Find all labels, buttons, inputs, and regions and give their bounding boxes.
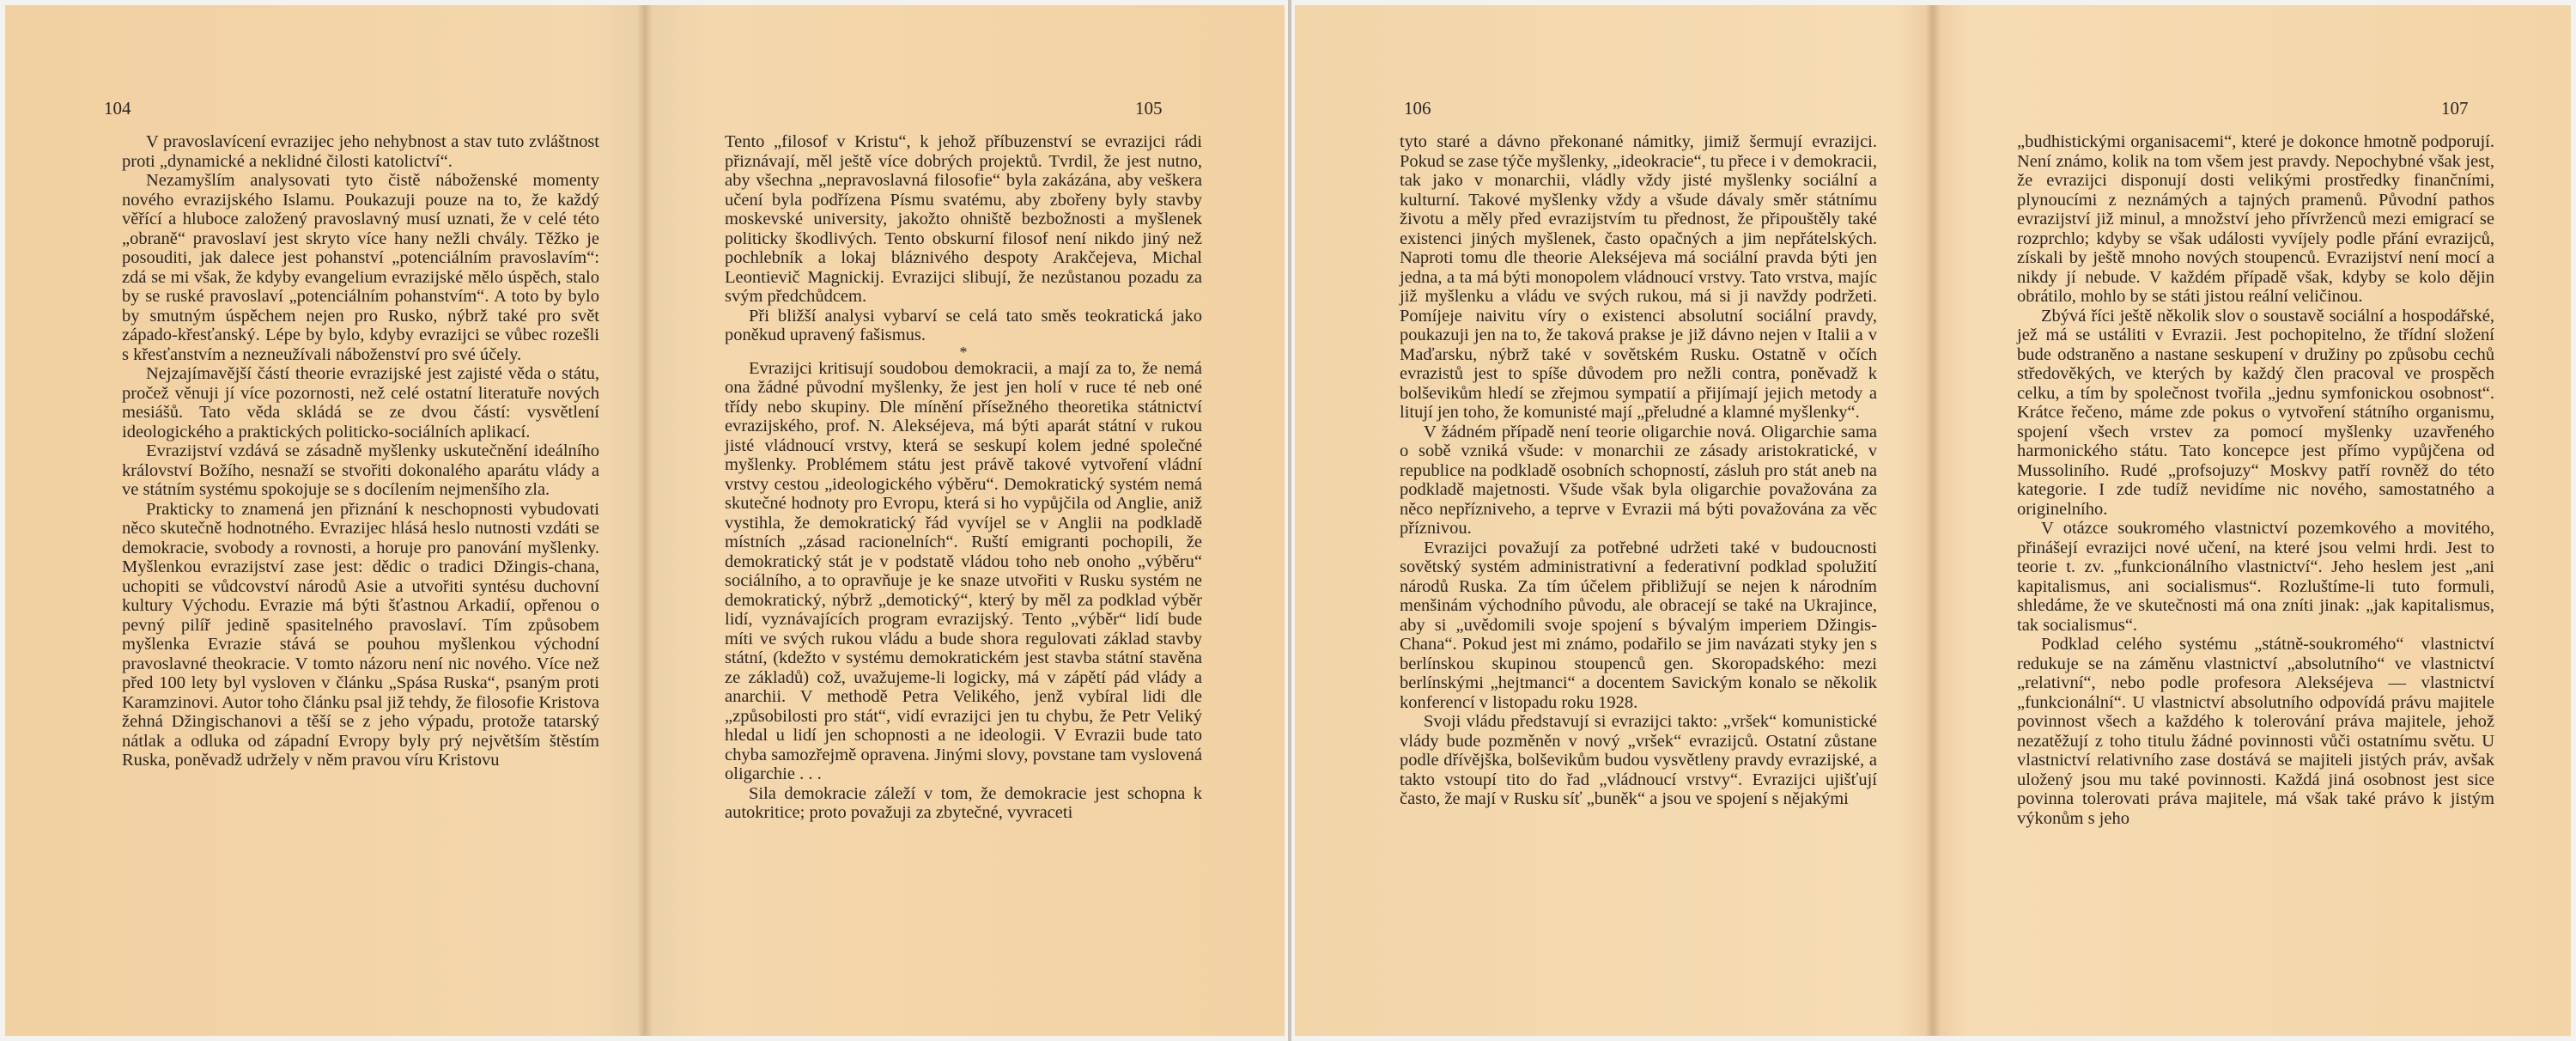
paragraph: tyto staré a dávno překonané námitky, jimiž šermují evrazijci. Pokud se zase týče myšlenky, „ideokracie“, tu přece i v demokracii, tak jako v monarchii, vládly vždy jisté myšlenky sociální a kulturní. Takové myšlenky vždy a všude dávaly směr státnímu životu a měly před evrazijstvím tu přednost, že připouštěly také existenci jiných myšlenek, často opačných a jim nepřátelských. Naproti tomu dle theorie Alekséjeva má sociální pravda býti jen jedna, a ta má býti monopolem vládnoucí vrstvy. Tato vrstva, majíc již myšlenku a vládu ve svých rukou, má si ji navždy podržeti. Pomíjeje naivitu víry o existenci absolutní sociální pravdy, poukazuji jen na to, že taková prakse je již dávno nejen v Italii a v Maďarsku, nýbrž také v sovětském Rusku. Ostatně v očích evrazistů jest to spíše důvodem pro nežli contra, poněvadž k bolševikům hledí se zřejmou sympatií a přijímají jejich metody a litují jen toho, že komunisté mají „přeludné a klamné myšlenky“.	[1400, 132, 1877, 422]
paragraph: Nezamyšlím analysovati tyto čistě náboženské momenty nového evrazijského Islamu. Poukazuji pouze na to, že každý věřící a hluboce založený pravoslavný musí uznati, že v celé této „obraně“ pravoslaví jest skryto více hany nežli chvály. Těžko je posouditi, jak dalece jest pohanství „potenciálním pravoslavím“: zdá se mi však, že kdyby evangelium evrazijské mělo úspěch, stalo by se ruské pravoslaví „potenciálním pohanstvím“. A toto by bylo by smutným úspěchem nejen pro Rusko, nýbrž také pro svět západo-křesťanský. Lépe by bylo, kdyby evrazijci se vůbec rozešli s křesťanstvím a nezneužívali náboženství pro své účely.	[122, 171, 599, 364]
section-separator: *	[959, 343, 968, 361]
paragraph: Evrazijci považují za potřebné udržeti také v budoucnosti sovětský systém administrativní a federativní podklad spolužití národů Ruska. Za tím účelem přibližují se nejen k národním menšinám východního původu, ale obracejí se také na Ukrajince, aby si „uvědomili svoje spojení s bývalým imperiem Džingis-Chana“. Pokud jest mi známo, podařilo se jim navázati styky jen s berlínskou skupinou stoupenců gen. Skoropadského: mezi berlínskými „hejtmanci“ a docentem Savickým konalo se několik konferencí v listopadu roku 1928.	[1400, 538, 1877, 712]
page-text	[1400, 132, 1877, 809]
paragraph: V žádném případě není teorie oligarchie nová. Oligarchie sama o sobě vzniká všude: v monarchii ze zásady aristokratické, v republice na podkladě osobních schopností, zásluh pro stát aneb na podkladě majetnosti. Všude však byla oligarchie považována za něco nepřízniveho, a teprve v Evrazii má býti považována za věc příznivou.	[1400, 422, 1877, 538]
paragraph: Nejzajímavější částí theorie evrazijské jest zajisté věda o státu, pročež věnuji jí více pozornosti, než celé ostatní literatuře nových mesiášů. Tato věda skládá se ze dvou částí: vysvětlení ideologického a praktických politicko-sociálních aplikací.	[122, 364, 599, 441]
page-107	[1933, 5, 2571, 1036]
paragraph: Podklad celého systému „státně-soukromého“ vlastnictví redukuje se na záměnu vlastnictví „absolutního“ ve vlastnictví „relativní“, nebo podle profesora Alekséjeva — vlastnictví „funkcionální“. U vlastnictví absolutního odpovídá právu majitele povinnost všech a každého k tolerování práva majitele, jehož nezatěžují z toho titulu žádné povinnosti vůči ostatnímu světu. U vlastnictví relativního zase dostává se majiteli jistých práv, avšak uložený jsou mu také povinnosti. Každá jiná osobnost jest sice povinna tolerovati práva majitele, má však také právo k jistým výkonům s jeho	[2017, 635, 2494, 828]
page-106	[1295, 5, 1933, 1036]
paragraph: Evrazijství vzdává se zásadně myšlenky uskutečnění ideálního království Božího, nesnaží se stvořiti dokonalého aparátu vlády a ve státním systému spokojuje se s docílením nejmenšího zla.	[122, 441, 599, 499]
page-number: 104	[104, 98, 131, 119]
paragraph: Při bližší analysi vybarví se celá tato směs teokratická jako poněkud upravený fašismus.	[725, 306, 1202, 344]
page-105	[645, 5, 1285, 1036]
scan-divider	[1288, 0, 1291, 1041]
paragraph: Zbývá říci ještě několik slov o soustavě sociální a hospodářské, jež má se ustáliti v Evrazii. Jest pochopitelno, že třídní složení bude odstraněno a nastane seskupení v družiny po způsobu cechů středověkých, ve kterých by každý člen pracoval ve prospěch celku, a tím by společnost tvořila „jednu symfonickou osobnost“. Krátce řečeno, máme zde pokus o vytvoření státního organismu, spojení všech vrstev za pomocí myšlenky uzavřeného harmonického státu. Tato koncepce jest přímo vypůjčena od Mussoliního. Rudé „profsojuzy“ Moskvy patří rovněž do této kategorie. I zde tudíž nevidíme nic nového, samostatného a originelního.	[2017, 306, 2494, 519]
page-text	[2017, 132, 2494, 828]
page-104	[5, 5, 645, 1036]
paragraph: V otázce soukromého vlastnictví pozemkového a movitého, přinášejí evrazijci nové učení, na které jsou velmi hrdi. Jest to teorie t. zv. „funkcionálního vlastnictví“. Jeho heslem jest „ani kapitalismus, ani socialismus“. Rozluštíme-li tuto formuli, shledáme, že ve skutečnosti má ona zníti jinak: „jak kapitalismus, tak socialismus“.	[2017, 519, 2494, 635]
paragraph: „budhistickými organisacemi“, které je dokonce hmotně podporují. Není známo, kolik na tom všem jest pravdy. Nepochybné však jest, že evrazijci disponují dosti velikými prostředky finančními, plynoucími z neznámých a tajných pramenů. Původní pathos evrazijství již minul, a množství jeho přívrženců mezi emigrací se rozprchlo; kdyby se však události vyvíjely podle přání evrazijců, získali by ještě mnoho nových stoupenců. Evrazijství není mocí a nikdy jí nebude. V každém případě však, kdyby se kolo dějin obrátilo, mohlo by se státi jistou reální veličinou.	[2017, 132, 2494, 306]
page-number: 105	[1135, 98, 1163, 119]
page-text	[725, 132, 1202, 823]
book-spread-104-105	[5, 5, 1285, 1036]
paragraph: V pravoslavícení evrazijec jeho nehybnost a stav tuto zvláštnost proti „dynamické a neklidné čilosti katolictví“.	[122, 132, 599, 171]
page-text	[122, 132, 599, 770]
page-number: 106	[1404, 98, 1431, 119]
paragraph: Prakticky to znamená jen přiznání k neschopnosti vybudovati něco skutečně hodnotného. Evrazijec hlásá heslo nutnosti vzdáti se demokracie, svobody a rovnosti, a horuje pro panování myšlenky. Myšlenkou evrazijství zase jest: dědic o tradici Džingis-chana, uchopiti se vůdcovství národů Asie a utvořiti syntésu duchovní kultury Východu. Evrazie má býti šťastnou Arkadií, opřenou o pevný pilíř jedině spasitelného pravoslaví. Tím způsobem myšlenka Evrazie stává se pouhou myšlenkou východní pravoslavné theokracie. V tomto názoru není nic nového. Více než před 100 lety byl vysloven v článku „Spása Ruska“, psaným proti Karamzinovi. Autor toho článku psal již tehdy, že filosofie Kristova žehná Džingischanovi a těší se z jeho výpadu, protože tatarský nátlak a odluka od západní Evropy byly prý největším štěstím Ruska, poněvadž udržely v něm pravou víru Kristovu	[122, 499, 600, 770]
book-spread-106-107	[1295, 5, 2571, 1036]
paragraph: Sila demokracie záleží v tom, že demokracie jest schopna k autokritice; proto považuji za zbytečné, vyvraceti	[725, 783, 1202, 822]
paragraph: Svoji vládu představují si evrazijci takto: „vršek“ komunistické vlády bude pozměněn v nový „vršek“ evrazijců. Ostatní zůstane podle dřívějška, bolševikům budou vysvětleny pravdy evrazijské, a takto vstoupí tito do řad „vládnoucí vrstvy“. Evrazijci ujišťují často, že mají v Rusku síť „buněk“ a jsou ve spojení s nějakými	[1400, 712, 1877, 808]
paragraph: Tento „filosof v Kristu“, k jehož příbuzenství se evrazijci rádi přiznávají, měl ještě více dobrých projektů. Tvrdil, že jest nutno, aby všechna „nepravoslavná filosofie“ byla zakázána, aby veškera učení byla podřízena Písmu svatému, aby zbořeny byly stavby moskevské university, jakožto ohniště bezbožnosti a myšlenek politicky škodlivých. Tento obskurní filosof není nikdo jiný než pochlebník a lokaj bláznivého despoty Arakčejeva, Michal Leontievič Magnickij. Evrazijci slibují, že nezůstanou pozadu za svým předchůdcem.	[725, 132, 1202, 306]
paragraph: Evrazijci kritisují soudobou demokracii, a mají za to, že nemá ona žádné původní myšlenky, že jest jen holí v ruce té neb oné třídy nebo skupiny. Dle mínění přísežného theoretika státnictví evrazijského, prof. N. Alekséjeva, má býti aparát státní v rukou jisté vládnoucí vrstvy, která se seskupí kolem jedné společné myšlenky. Problémem státu jest právě takové vytvoření vládní vrstvy cestou „ideologického výběru“. Demokratický systém nemá skutečné hodnoty pro Evropu, která si ho vypůjčila od Anglie, aniž vystihla, že demokratický řád vyvíjel se v Anglii na podkladě místních „zásad racionelních“. Ruští emigranti pochopili, že demokratický stát je v podstatě vládou toho neb onoho „výběru“ sociálního, a to opravňuje je ke snaze utvořiti v Rusku systém ne demokratický, nýbrž „demotický“, který by měl za podklad výběr lidí, vyznávajících program evrazijský. Tento „výběr“ lidí bude míti ve svých rukou vládu a bude shora regulovati základ stavby státní, (kdežto v systému demokratickém jest stavba státní stavěna ze základů) což, uvažujeme-li logicky, má v zápětí pád vlády a anarchii. V methodě Petra Velikého, jenž vybíral lidi dle „způsobilosti pro stát“, vidí evrazijci jen tu chybu, že Petr Veliký hledal u lidí jen schopnosti a ne ideologii. V Evrazii bude tato chyba samozřejmě opravena. Jinými slovy, povstane tam vyslovená oligarchie . . .	[725, 358, 1202, 783]
page-number: 107	[2441, 98, 2469, 119]
